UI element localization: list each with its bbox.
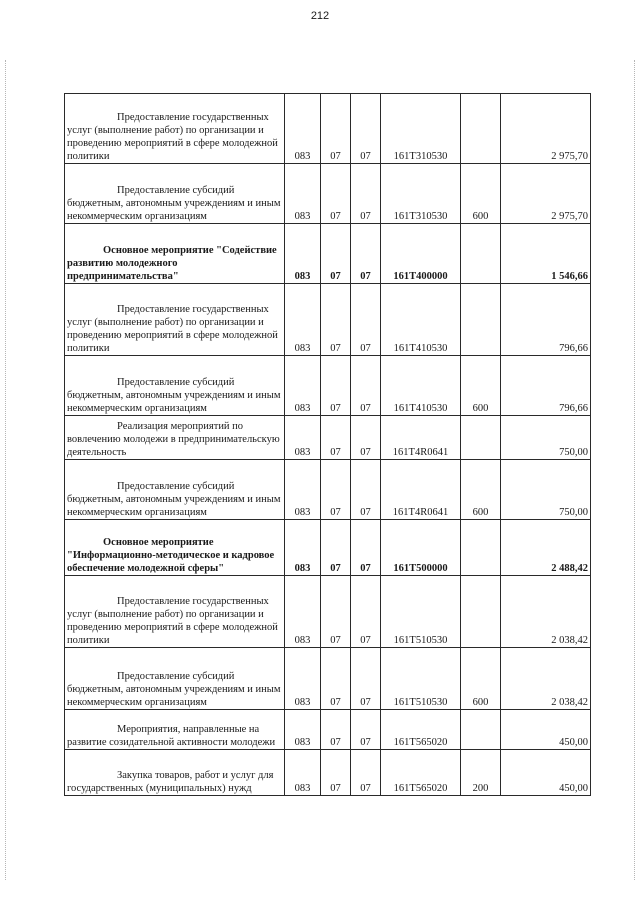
table-row xyxy=(65,750,591,796)
subsection-code-cell: 07 xyxy=(351,750,381,796)
item-name-cell xyxy=(65,416,285,460)
item-name-text: Предоставление государственных услуг (выполнение работ) по организации и проведению мероприятий в сфере молодежной политики xyxy=(67,112,278,162)
target-article-code-cell: 161Т510530 xyxy=(381,576,461,648)
target-article-code-cell: 161Т410530 xyxy=(381,284,461,356)
expense-type-code-cell: 600 xyxy=(461,356,501,416)
item-name-cell xyxy=(65,356,285,416)
department-code-cell: 083 xyxy=(285,648,321,710)
table-row xyxy=(65,416,591,460)
section-code-cell: 07 xyxy=(321,750,351,796)
section-code-cell: 07 xyxy=(321,576,351,648)
amount-cell: 1 546,66 xyxy=(501,224,591,284)
table-row xyxy=(65,460,591,520)
item-name-text: Предоставление субсидий бюджетным, автономным учреждениям и иным некоммерческим организациям xyxy=(67,377,281,414)
amount-cell: 2 488,42 xyxy=(501,520,591,576)
department-code-cell: 083 xyxy=(285,356,321,416)
item-name-cell xyxy=(65,164,285,224)
item-name-text: Основное мероприятие "Информационно-методическое и кадровое обеспечение молодежной сферы" xyxy=(67,537,275,574)
section-code-cell: 07 xyxy=(321,356,351,416)
subsection-code-cell: 07 xyxy=(351,224,381,284)
target-article-code-cell: 161Т565020 xyxy=(381,710,461,750)
amount-cell: 450,00 xyxy=(501,710,591,750)
department-code-cell: 083 xyxy=(285,416,321,460)
subsection-code-cell: 07 xyxy=(351,520,381,576)
item-name-text: Предоставление субсидий бюджетным, автономным учреждениям и иным некоммерческим организациям xyxy=(67,185,281,222)
amount-cell: 450,00 xyxy=(501,750,591,796)
table-row xyxy=(65,576,591,648)
department-code-cell: 083 xyxy=(285,520,321,576)
item-name-text: Предоставление государственных услуг (выполнение работ) по организации и проведению мероприятий в сфере молодежной политики xyxy=(67,596,278,646)
item-name-cell xyxy=(65,94,285,164)
target-article-code-cell: 161Т510530 xyxy=(381,648,461,710)
expense-type-code-cell xyxy=(461,710,501,750)
department-code-cell: 083 xyxy=(285,576,321,648)
table-row xyxy=(65,648,591,710)
department-code-cell: 083 xyxy=(285,460,321,520)
subsection-code-cell: 07 xyxy=(351,460,381,520)
section-code-cell: 07 xyxy=(321,460,351,520)
expense-type-code-cell: 600 xyxy=(461,648,501,710)
table-row xyxy=(65,356,591,416)
section-code-cell: 07 xyxy=(321,224,351,284)
department-code-cell: 083 xyxy=(285,224,321,284)
section-code-cell: 07 xyxy=(321,520,351,576)
table-row xyxy=(65,710,591,750)
department-code-cell: 083 xyxy=(285,284,321,356)
amount-cell: 750,00 xyxy=(501,416,591,460)
target-article-code-cell: 161Т565020 xyxy=(381,750,461,796)
target-article-code-cell: 161Т310530 xyxy=(381,94,461,164)
expense-type-code-cell: 600 xyxy=(461,460,501,520)
subsection-code-cell: 07 xyxy=(351,710,381,750)
expense-type-code-cell: 600 xyxy=(461,164,501,224)
expense-type-code-cell xyxy=(461,94,501,164)
expense-type-code-cell xyxy=(461,576,501,648)
item-name-cell xyxy=(65,224,285,284)
amount-cell: 750,00 xyxy=(501,460,591,520)
item-name-cell xyxy=(65,648,285,710)
section-code-cell: 07 xyxy=(321,416,351,460)
subsection-code-cell: 07 xyxy=(351,416,381,460)
amount-cell: 2 975,70 xyxy=(501,94,591,164)
amount-cell: 2 975,70 xyxy=(501,164,591,224)
table-row xyxy=(65,224,591,284)
budget-table-body xyxy=(65,94,591,796)
target-article-code-cell: 161Т500000 xyxy=(381,520,461,576)
expense-type-code-cell xyxy=(461,416,501,460)
item-name-text: Предоставление государственных услуг (выполнение работ) по организации и проведению мероприятий в сфере молодежной политики xyxy=(67,304,278,354)
section-code-cell: 07 xyxy=(321,164,351,224)
expense-type-code-cell xyxy=(461,224,501,284)
target-article-code-cell: 161Т310530 xyxy=(381,164,461,224)
expense-type-code-cell xyxy=(461,284,501,356)
item-name-cell xyxy=(65,576,285,648)
amount-cell: 796,66 xyxy=(501,284,591,356)
item-name-text: Мероприятия, направленные на развитие созидательной активности молодежи xyxy=(67,724,276,748)
table-row xyxy=(65,520,591,576)
page-number: 212 xyxy=(310,10,330,22)
item-name-cell xyxy=(65,460,285,520)
section-code-cell: 07 xyxy=(321,710,351,750)
item-name-text: Закупка товаров, работ и услуг для государственных (муниципальных) нужд xyxy=(67,770,274,794)
department-code-cell: 083 xyxy=(285,164,321,224)
item-name-cell xyxy=(65,710,285,750)
item-name-cell xyxy=(65,520,285,576)
left-scan-margin xyxy=(5,60,6,880)
item-name-text: Реализация мероприятий по вовлечению молодежи в предпринимательскую деятельность xyxy=(67,421,280,458)
target-article-code-cell: 161Т410530 xyxy=(381,356,461,416)
department-code-cell: 083 xyxy=(285,710,321,750)
subsection-code-cell: 07 xyxy=(351,284,381,356)
expense-type-code-cell: 200 xyxy=(461,750,501,796)
subsection-code-cell: 07 xyxy=(351,648,381,710)
expense-type-code-cell xyxy=(461,520,501,576)
department-code-cell: 083 xyxy=(285,750,321,796)
subsection-code-cell: 07 xyxy=(351,164,381,224)
right-scan-margin xyxy=(634,60,635,880)
subsection-code-cell: 07 xyxy=(351,94,381,164)
item-name-cell xyxy=(65,284,285,356)
budget-table xyxy=(64,93,591,796)
department-code-cell: 083 xyxy=(285,94,321,164)
section-code-cell: 07 xyxy=(321,648,351,710)
amount-cell: 2 038,42 xyxy=(501,648,591,710)
target-article-code-cell: 161Т400000 xyxy=(381,224,461,284)
item-name-text: Основное мероприятие "Содействие развитию молодежного предпринимательства" xyxy=(67,245,277,282)
table-row xyxy=(65,164,591,224)
table-row xyxy=(65,94,591,164)
section-code-cell: 07 xyxy=(321,284,351,356)
table-row xyxy=(65,284,591,356)
amount-cell: 2 038,42 xyxy=(501,576,591,648)
item-name-cell xyxy=(65,750,285,796)
subsection-code-cell: 07 xyxy=(351,576,381,648)
subsection-code-cell: 07 xyxy=(351,356,381,416)
amount-cell: 796,66 xyxy=(501,356,591,416)
target-article-code-cell: 161Т4R0641 xyxy=(381,416,461,460)
target-article-code-cell: 161Т4R0641 xyxy=(381,460,461,520)
section-code-cell: 07 xyxy=(321,94,351,164)
item-name-text: Предоставление субсидий бюджетным, автономным учреждениям и иным некоммерческим организациям xyxy=(67,671,281,708)
item-name-text: Предоставление субсидий бюджетным, автономным учреждениям и иным некоммерческим организациям xyxy=(67,481,281,518)
